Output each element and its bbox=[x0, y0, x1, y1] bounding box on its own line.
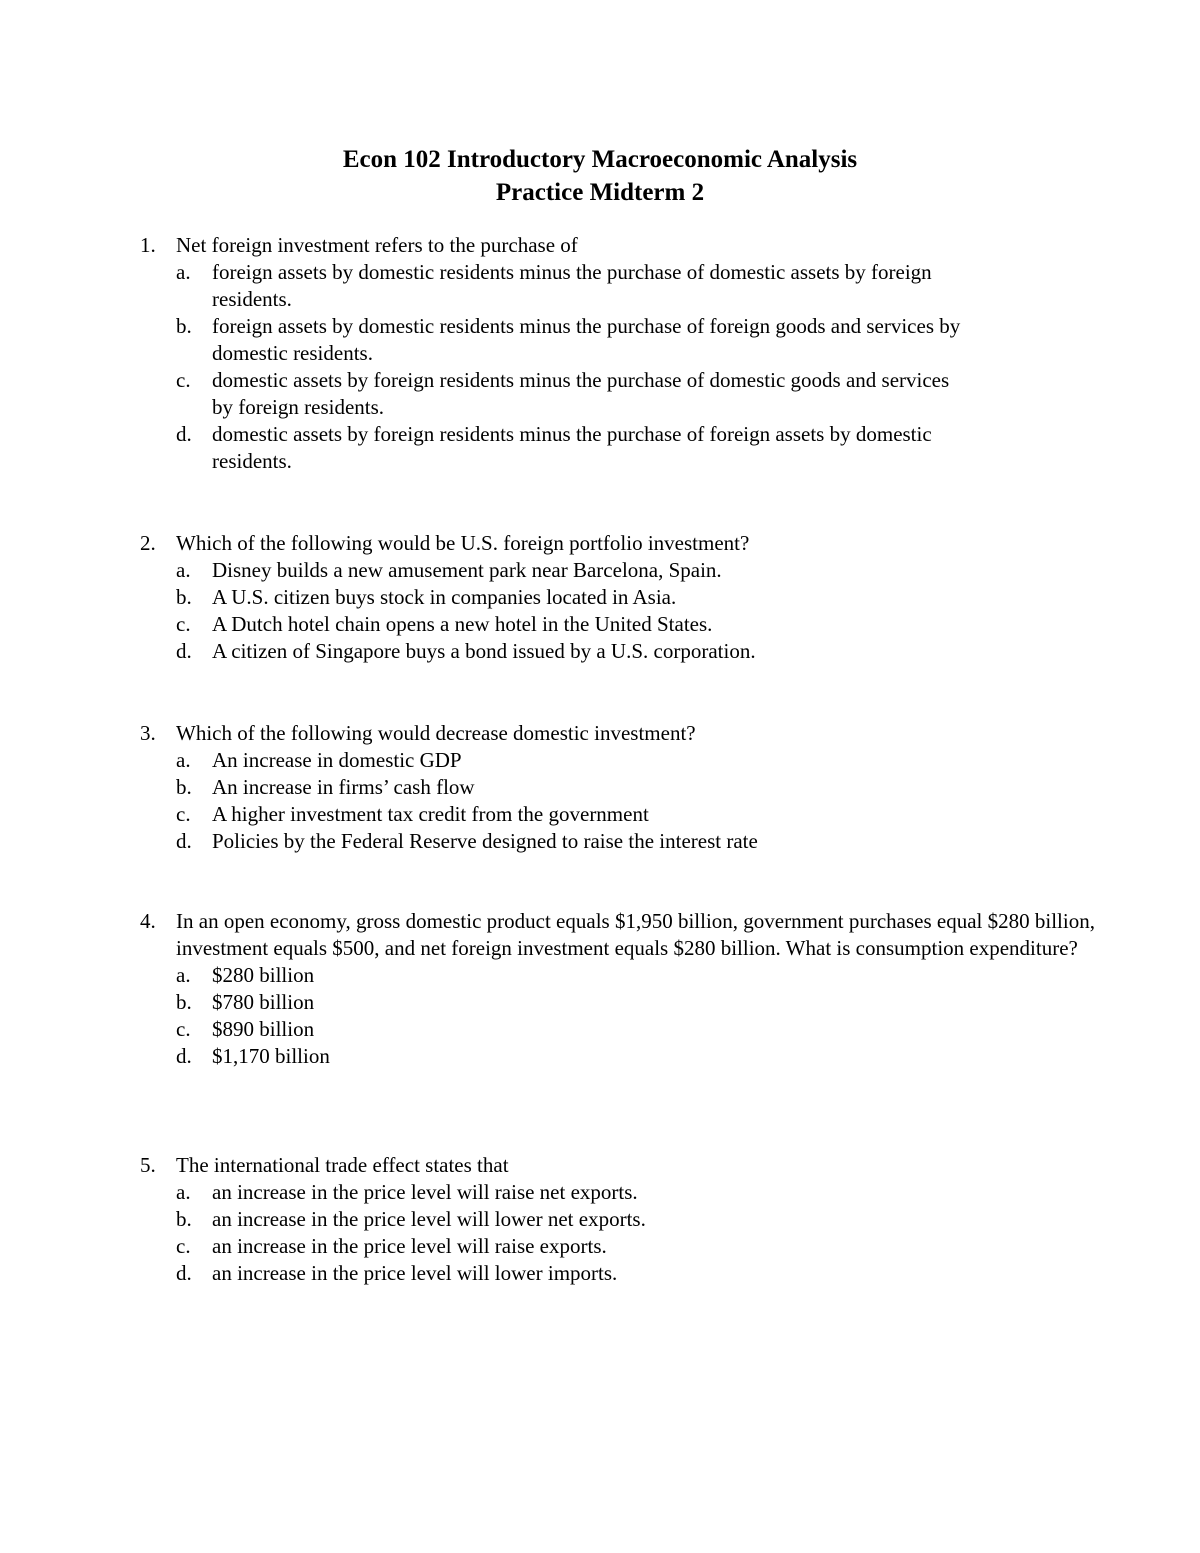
question-1 bbox=[140, 232, 1100, 475]
question-number: 4. bbox=[140, 909, 156, 933]
option-text: Policies by the Federal Reserve designed to raise the interest rate bbox=[212, 829, 758, 853]
answer-option-c bbox=[176, 367, 1100, 421]
answer-option-a bbox=[176, 747, 1100, 774]
option-text: A Dutch hotel chain opens a new hotel in the United States. bbox=[212, 612, 713, 636]
option-text: $780 billion bbox=[212, 990, 315, 1014]
option-text: $280 billion bbox=[212, 963, 315, 987]
option-letter: a. bbox=[176, 558, 191, 582]
option-text: domestic assets by foreign residents minus the purchase of domestic goods and services by foreign residents. bbox=[212, 368, 950, 419]
option-text: an increase in the price level will raise exports. bbox=[212, 1234, 607, 1258]
answer-option-b bbox=[176, 774, 1100, 801]
answer-option-b bbox=[176, 313, 1100, 367]
option-letter: d. bbox=[176, 1261, 192, 1285]
option-letter: c. bbox=[176, 368, 191, 392]
question-text: Which of the following would decrease domestic investment? bbox=[176, 721, 696, 745]
option-text: an increase in the price level will raise net exports. bbox=[212, 1180, 638, 1204]
answer-option-b bbox=[176, 584, 1100, 611]
answer-option-a bbox=[176, 259, 1100, 313]
answer-option-d bbox=[176, 638, 1100, 665]
answer-options bbox=[140, 1179, 1100, 1287]
option-text: A U.S. citizen buys stock in companies located in Asia. bbox=[212, 585, 677, 609]
answer-options bbox=[140, 747, 1100, 855]
option-letter: c. bbox=[176, 1234, 191, 1258]
option-text: foreign assets by domestic residents minus the purchase of domestic assets by foreign residents. bbox=[212, 260, 932, 311]
option-text: $890 billion bbox=[212, 1017, 315, 1041]
answer-option-a bbox=[176, 557, 1100, 584]
document-header bbox=[0, 143, 1200, 209]
question-number: 5. bbox=[140, 1153, 156, 1177]
option-text: A higher investment tax credit from the government bbox=[212, 802, 649, 826]
question-number: 1. bbox=[140, 233, 156, 257]
option-letter: b. bbox=[176, 1207, 192, 1231]
answer-options bbox=[140, 557, 1100, 665]
answer-option-c bbox=[176, 801, 1100, 828]
question-number: 2. bbox=[140, 531, 156, 555]
option-text: $1,170 billion bbox=[212, 1044, 330, 1068]
document-subtitle: Practice Midterm 2 bbox=[495, 179, 705, 206]
answer-option-b bbox=[176, 1206, 1100, 1233]
option-text: Disney builds a new amusement park near Barcelona, Spain. bbox=[212, 558, 722, 582]
option-letter: a. bbox=[176, 1180, 191, 1204]
option-text: foreign assets by domestic residents minus the purchase of foreign goods and services by domestic residents. bbox=[212, 314, 961, 365]
option-letter: a. bbox=[176, 748, 191, 772]
option-letter: d. bbox=[176, 1044, 192, 1068]
option-letter: d. bbox=[176, 639, 192, 663]
option-letter: a. bbox=[176, 260, 191, 284]
answer-option-b bbox=[176, 989, 1100, 1016]
question-text: Which of the following would be U.S. foreign portfolio investment? bbox=[176, 531, 750, 555]
option-letter: d. bbox=[176, 422, 192, 446]
option-text: an increase in the price level will lower net exports. bbox=[212, 1207, 646, 1231]
question-5 bbox=[140, 1152, 1100, 1287]
question-text: The international trade effect states that bbox=[176, 1153, 509, 1177]
answer-option-d bbox=[176, 1260, 1100, 1287]
answer-options bbox=[140, 259, 1100, 475]
document-title: Econ 102 Introductory Macroeconomic Analysis bbox=[342, 146, 858, 173]
option-text: A citizen of Singapore buys a bond issued by a U.S. corporation. bbox=[212, 639, 756, 663]
option-letter: a. bbox=[176, 963, 191, 987]
question-text: Net foreign investment refers to the purchase of bbox=[176, 233, 578, 257]
option-text: domestic assets by foreign residents minus the purchase of foreign assets by domestic residents. bbox=[212, 422, 932, 473]
answer-option-a bbox=[176, 962, 1100, 989]
option-letter: d. bbox=[176, 829, 192, 853]
answer-option-c bbox=[176, 1233, 1100, 1260]
option-letter: c. bbox=[176, 802, 191, 826]
answer-option-d bbox=[176, 1043, 1100, 1070]
option-text: an increase in the price level will lower imports. bbox=[212, 1261, 618, 1285]
option-letter: b. bbox=[176, 775, 192, 799]
option-text: An increase in firms’ cash flow bbox=[212, 775, 475, 799]
question-number: 3. bbox=[140, 721, 156, 745]
question-2 bbox=[140, 530, 1100, 665]
question-3 bbox=[140, 720, 1100, 855]
answer-option-d bbox=[176, 828, 1100, 855]
question-4 bbox=[140, 908, 1100, 1070]
answer-option-a bbox=[176, 1179, 1100, 1206]
answer-option-c bbox=[176, 611, 1100, 638]
option-letter: b. bbox=[176, 990, 192, 1014]
answer-option-d bbox=[176, 421, 1100, 475]
option-letter: c. bbox=[176, 612, 191, 636]
option-letter: b. bbox=[176, 314, 192, 338]
option-text: An increase in domestic GDP bbox=[212, 748, 462, 772]
option-letter: c. bbox=[176, 1017, 191, 1041]
question-text: In an open economy, gross domestic product equals $1,950 billion, government purchases equal $280 billion, investment equals $500, and net foreign investment equals $280 billion. What is consumption expenditure? bbox=[176, 909, 1095, 960]
answer-option-c bbox=[176, 1016, 1100, 1043]
answer-options bbox=[140, 962, 1100, 1070]
option-letter: b. bbox=[176, 585, 192, 609]
